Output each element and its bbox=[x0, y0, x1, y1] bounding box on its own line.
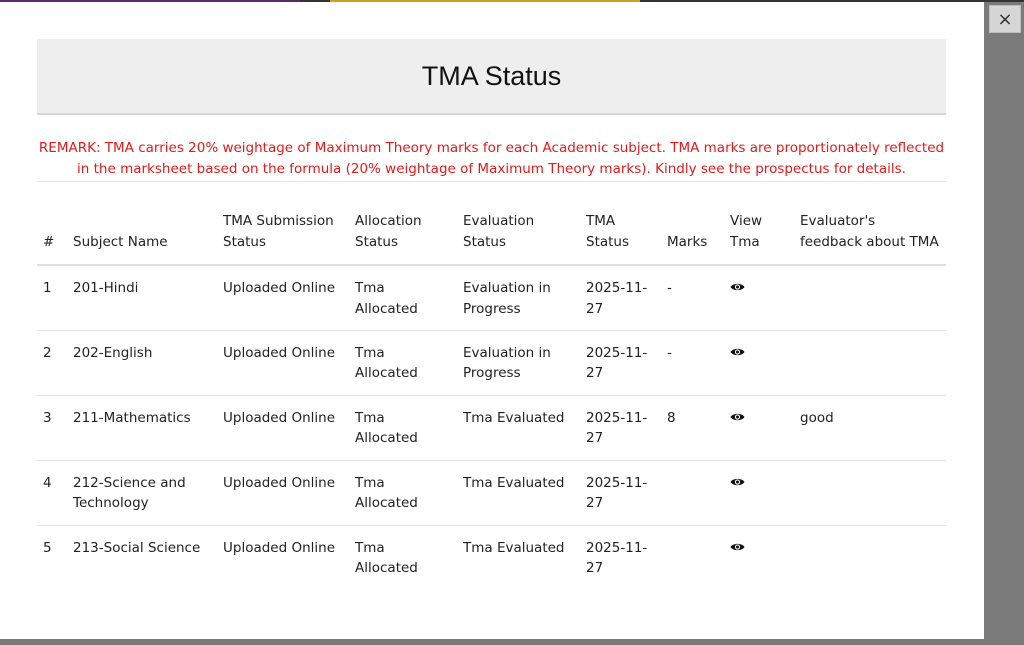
evaluation-status: Tma Evaluated bbox=[463, 409, 565, 426]
col-header-num: # bbox=[43, 233, 55, 250]
submission-status: Uploaded Online bbox=[223, 409, 336, 426]
subject-name: 213-Social Science bbox=[73, 539, 201, 556]
eye-icon[interactable] bbox=[730, 540, 745, 552]
col-header-evaluation: Evaluation Status bbox=[463, 213, 535, 250]
view-tma-cell bbox=[724, 525, 794, 590]
divider bbox=[37, 181, 946, 182]
marks-value: - bbox=[667, 344, 672, 361]
evaluation-status: Tma Evaluated bbox=[463, 539, 565, 556]
marks-value: 8 bbox=[667, 409, 676, 426]
col-header-tma-status: TMA Status bbox=[586, 213, 630, 250]
tma-status-date: 2025-11-27 bbox=[586, 344, 648, 381]
remark-text: REMARK: TMA carries 20% weightage of Maximum Theory marks for each Academic subject. TMA marks are proportionately reflected in the marksheet based on the formula (20% weightage of Maximum Theory marks). Kindly see the prospectus for details. bbox=[38, 140, 945, 177]
allocation-status: Tma Allocated bbox=[355, 474, 418, 511]
view-tma-cell bbox=[724, 330, 794, 395]
tma-status-date: 2025-11-27 bbox=[586, 409, 648, 446]
eye-icon[interactable] bbox=[730, 475, 745, 487]
modal-header bbox=[37, 39, 946, 115]
eye-icon[interactable] bbox=[730, 410, 745, 422]
tma-status-date: 2025-11-27 bbox=[586, 474, 648, 511]
marks-value bbox=[661, 525, 724, 590]
evaluator-feedback bbox=[794, 460, 946, 525]
row-num: 3 bbox=[43, 409, 52, 426]
col-header-view: View Tma bbox=[730, 213, 763, 250]
table-row bbox=[37, 460, 946, 525]
col-header-submission: TMA Submission Status bbox=[223, 213, 334, 250]
evaluator-feedback bbox=[794, 525, 946, 590]
col-header-feedback: Evaluator's feedback about TMA bbox=[800, 213, 939, 250]
table-row bbox=[37, 525, 946, 590]
modal-title: TMA Status bbox=[421, 60, 562, 91]
row-num: 1 bbox=[43, 280, 52, 296]
allocation-status: Tma Allocated bbox=[355, 539, 418, 576]
marks-value bbox=[661, 460, 724, 525]
tma-status-modal bbox=[0, 2, 984, 639]
row-num: 2 bbox=[43, 344, 52, 361]
submission-status: Uploaded Online bbox=[223, 280, 336, 296]
subject-name: 201-Hindi bbox=[73, 280, 139, 296]
table-row bbox=[37, 395, 946, 460]
col-header-subject: Subject Name bbox=[73, 233, 168, 250]
allocation-status: Tma Allocated bbox=[355, 409, 418, 446]
submission-status: Uploaded Online bbox=[223, 539, 336, 556]
table-row bbox=[37, 330, 946, 395]
subject-name: 211-Mathematics bbox=[73, 409, 191, 426]
evaluator-feedback: good bbox=[800, 409, 834, 426]
allocation-status: Tma Allocated bbox=[355, 344, 418, 381]
subject-name: 212-Science and Technology bbox=[73, 474, 186, 511]
submission-status: Uploaded Online bbox=[223, 474, 336, 491]
tma-status-table bbox=[37, 184, 946, 590]
tma-status-date: 2025-11-27 bbox=[586, 280, 648, 317]
col-header-marks: Marks bbox=[667, 233, 708, 250]
marks-value: - bbox=[667, 280, 672, 296]
col-header-allocation: Allocation Status bbox=[355, 213, 422, 250]
close-button[interactable]: × bbox=[989, 5, 1021, 33]
view-tma-cell bbox=[724, 265, 794, 330]
evaluator-feedback bbox=[794, 265, 946, 330]
eye-icon[interactable] bbox=[730, 280, 745, 292]
view-tma-cell bbox=[724, 395, 794, 460]
submission-status: Uploaded Online bbox=[223, 344, 336, 361]
row-num: 4 bbox=[43, 474, 52, 491]
table-row bbox=[37, 265, 946, 330]
eye-icon[interactable] bbox=[730, 345, 745, 357]
tma-status-date: 2025-11-27 bbox=[586, 539, 648, 576]
evaluator-feedback bbox=[794, 330, 946, 395]
allocation-status: Tma Allocated bbox=[355, 280, 418, 317]
evaluation-status: Tma Evaluated bbox=[463, 474, 565, 491]
row-num: 5 bbox=[43, 539, 52, 556]
evaluation-status: Evaluation in Progress bbox=[463, 280, 551, 317]
table-header-row bbox=[37, 184, 946, 265]
view-tma-cell bbox=[724, 460, 794, 525]
subject-name: 202-English bbox=[73, 344, 153, 361]
evaluation-status: Evaluation in Progress bbox=[463, 344, 551, 381]
